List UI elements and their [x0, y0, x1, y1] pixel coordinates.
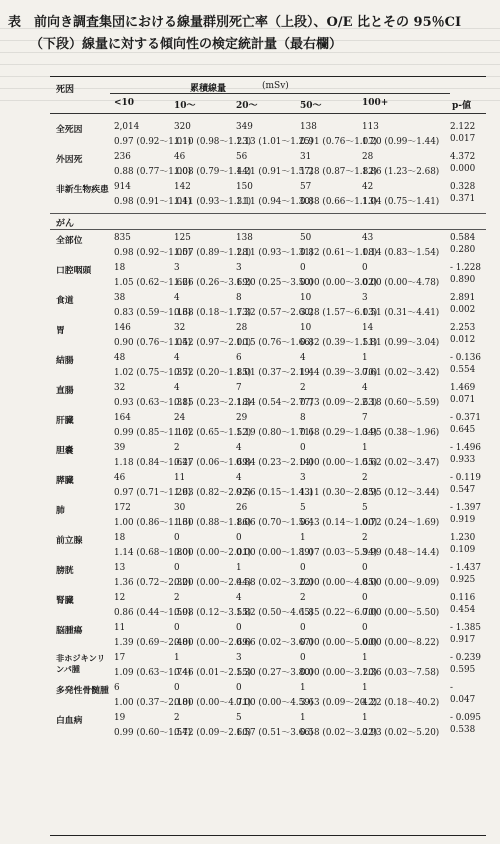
- mortality-count: 28: [362, 152, 374, 162]
- row-separator: [50, 213, 486, 214]
- oe-ratio-ci: 0.00 (0.00〜1.55): [300, 458, 378, 468]
- trend-p-value: 0.538: [450, 725, 476, 735]
- oe-ratio-ci: 1.05 (0.62〜1.66): [114, 278, 192, 288]
- row-cause-label: 腎臓: [56, 596, 74, 606]
- oe-ratio-ci: 1.30 (0.27〜3.80): [236, 668, 314, 678]
- mortality-count: 0: [362, 263, 368, 273]
- oe-ratio-ci: 1.11 (0.94〜1.30): [236, 197, 314, 207]
- trend-statistic: - 0.239: [450, 653, 481, 663]
- row-cause-label: 直腸: [56, 386, 74, 396]
- mortality-count: 0: [174, 533, 180, 543]
- trend-p-value: 0.595: [450, 665, 476, 675]
- trend-p-value: 0.371: [450, 194, 476, 204]
- trend-statistic: 0.116: [450, 593, 476, 603]
- row-cause-label: 外因死: [56, 155, 83, 165]
- trend-p-value: 0.109: [450, 545, 476, 555]
- mortality-count: 236: [114, 152, 131, 162]
- oe-ratio-ci: 1.30 (0.88〜1.86): [174, 518, 252, 528]
- oe-ratio-ci: 1.20 (0.99〜1.44): [362, 137, 440, 147]
- oe-ratio-ci: 3.28 (1.57〜6.03): [300, 308, 378, 318]
- table-row: [50, 412, 486, 437]
- mortality-count: 3: [236, 653, 242, 663]
- oe-ratio-ci: 0.00 (0.00〜8.22): [362, 638, 440, 648]
- mortality-count: 50: [300, 233, 312, 243]
- oe-ratio-ci: 1.18 (0.84〜1.62): [114, 458, 192, 468]
- trend-statistic: - 0.136: [450, 353, 481, 363]
- oe-ratio-ci: 1.21 (0.91〜1.57): [236, 167, 314, 177]
- header-cumulative-dose: 累積線量: [190, 84, 227, 94]
- mortality-count: 1: [362, 653, 368, 663]
- trend-statistic: - 0.095: [450, 713, 481, 723]
- oe-ratio-ci: 0.88 (0.66〜1.13): [300, 197, 378, 207]
- mortality-count: 4: [236, 593, 242, 603]
- mortality-count: 138: [300, 122, 317, 132]
- mortality-count: 4: [362, 383, 368, 393]
- table-row: [50, 232, 486, 257]
- mortality-count: 113: [362, 122, 379, 132]
- trend-p-value: 0.280: [450, 245, 476, 255]
- oe-ratio-ci: 0.88 (0.77〜1.00): [114, 167, 192, 177]
- mortality-count: 6: [236, 353, 242, 363]
- row-separator: [50, 229, 486, 230]
- trend-statistic: 4.372: [450, 152, 476, 162]
- table-row: [50, 472, 486, 497]
- mortality-count: 3: [300, 473, 306, 483]
- oe-ratio-ci: 1.02 (0.65〜1.52): [174, 428, 252, 438]
- oe-ratio-ci: 1.14 (0.83〜1.54): [362, 248, 440, 258]
- oe-ratio-ci: 0.68 (0.29〜1.34): [300, 428, 378, 438]
- table-header: [50, 77, 486, 114]
- table-row: [50, 712, 486, 737]
- table-row: [50, 262, 486, 287]
- row-cause-label: 口腔咽頭: [56, 266, 92, 276]
- mortality-count: 1: [300, 713, 306, 723]
- oe-ratio-ci: 1.51 (0.31〜4.41): [362, 308, 440, 318]
- row-cause-label: 胃: [56, 326, 65, 336]
- trend-p-value: 0.547: [450, 485, 476, 495]
- row-cause-label: 膵臓: [56, 476, 74, 486]
- oe-ratio-ci: 1.10 (0.98〜1.23): [174, 137, 252, 147]
- table-row: [50, 502, 486, 527]
- mortality-count: 4: [300, 353, 306, 363]
- mortality-count: 48: [114, 353, 126, 363]
- mortality-count: 164: [114, 413, 131, 423]
- oe-ratio-ci: 0.43 (0.14〜1.00): [300, 518, 378, 528]
- mortality-count: 2: [300, 383, 306, 393]
- mortality-count: 14: [362, 323, 374, 333]
- oe-ratio-ci: 1.32 (0.57〜2.60): [236, 308, 314, 318]
- mortality-count: 142: [174, 182, 191, 192]
- mortality-count: 2,014: [114, 122, 140, 132]
- table-row: [50, 322, 486, 347]
- oe-ratio-ci: 1.63 (0.82〜2.92): [174, 488, 252, 498]
- trend-statistic: - 1.437: [450, 563, 481, 573]
- oe-ratio-ci: 0.98 (0.12〜3.55): [174, 608, 252, 618]
- mortality-count: 5: [362, 503, 368, 513]
- mortality-count: 3: [174, 263, 180, 273]
- oe-ratio-ci: 1.44 (0.39〜3.70): [300, 368, 378, 378]
- trend-p-value: 0.645: [450, 425, 476, 435]
- mortality-count: 4: [236, 473, 242, 483]
- trend-statistic: - 0.119: [450, 473, 481, 483]
- oe-ratio-ci: 0.00 (0.00〜2.69): [174, 638, 252, 648]
- trend-statistic: - 0.371: [450, 413, 481, 423]
- oe-ratio-ci: 0.98 (0.91〜1.04): [114, 197, 192, 207]
- mortality-count: 0: [300, 623, 306, 633]
- trend-p-value: 0.925: [450, 575, 476, 585]
- trend-statistic: 1.469: [450, 383, 476, 393]
- table-row: [50, 382, 486, 407]
- trend-p-value: 0.002: [450, 305, 476, 315]
- oe-ratio-ci: 0.90 (0.76〜1.05): [114, 338, 192, 348]
- oe-ratio-ci: 0.47 (0.06〜1.69): [174, 458, 252, 468]
- oe-ratio-ci: 1.11 (0.93〜1.31): [236, 248, 314, 258]
- oe-ratio-ci: 1.14 (0.68〜1.80): [114, 548, 192, 558]
- trend-statistic: 0.584: [450, 233, 476, 243]
- mortality-count: 57: [300, 182, 312, 192]
- mortality-count: 835: [114, 233, 131, 243]
- oe-ratio-ci: 1.09 (0.63〜1.74): [114, 668, 192, 678]
- trend-statistic: - 1.496: [450, 443, 481, 453]
- table-row: [50, 352, 486, 377]
- table-row: [50, 682, 486, 707]
- row-cause-label: 多発性骨髄腫: [56, 686, 109, 696]
- mortality-count: 43: [362, 233, 374, 243]
- trend-statistic: 0.328: [450, 182, 476, 192]
- mortality-count: 1: [362, 353, 368, 363]
- row-cause-label: 非新生物疾患: [56, 185, 109, 195]
- oe-ratio-ci: 1.85 (0.22〜6.70): [300, 608, 378, 618]
- mortality-count: 2: [362, 473, 368, 483]
- mortality-count: 2: [174, 713, 180, 723]
- header-group-5: 100+: [362, 98, 389, 108]
- mortality-count: 17: [114, 653, 126, 663]
- trend-p-value: 0.047: [450, 695, 476, 705]
- header-group-1: <10: [114, 98, 135, 108]
- header-group-4: 50〜: [300, 101, 322, 111]
- table-row: [50, 592, 486, 617]
- mortality-count: 30: [174, 503, 186, 513]
- oe-ratio-ci: 0.84 (0.23〜2.14): [236, 458, 314, 468]
- oe-ratio-ci: 1.20 (0.25〜3.50): [236, 278, 314, 288]
- mortality-count: 10: [300, 323, 312, 333]
- mortality-count: 26: [236, 503, 248, 513]
- trend-p-value: 0.017: [450, 134, 476, 144]
- oe-ratio-ci: 0.66 (0.02〜3.67): [236, 638, 314, 648]
- mortality-count: 0: [174, 563, 180, 573]
- mortality-count: 0: [236, 623, 242, 633]
- trend-p-value: 0.000: [450, 164, 476, 174]
- header-span-rule: [110, 93, 450, 94]
- trend-p-value: 0.919: [450, 515, 476, 525]
- oe-ratio-ci: 1.82 (0.50〜4.65): [236, 608, 314, 618]
- mortality-count: 3: [236, 263, 242, 273]
- mortality-count: 2: [300, 593, 306, 603]
- row-cause-label: 肝臓: [56, 416, 74, 426]
- mortality-count: 8: [236, 293, 242, 303]
- header-unit: (mSv): [262, 81, 289, 91]
- oe-ratio-ci: 0.62 (0.02〜3.47): [362, 458, 440, 468]
- oe-ratio-ci: 1.08 (0.79〜1.44): [174, 167, 252, 177]
- mortality-count: 320: [174, 122, 191, 132]
- oe-ratio-ci: 0.85 (0.23〜2.18): [174, 398, 252, 408]
- mortality-count: 0: [300, 653, 306, 663]
- table-row: [50, 622, 486, 647]
- header-group-2: 10〜: [174, 101, 196, 111]
- oe-ratio-ci: 0.72 (0.20〜1.85): [174, 368, 252, 378]
- trend-p-value: 0.890: [450, 275, 476, 285]
- trend-p-value: 0.917: [450, 635, 476, 645]
- oe-ratio-ci: 1.57 (0.51〜3.66): [236, 728, 314, 738]
- mortality-count: 4: [174, 383, 180, 393]
- oe-ratio-ci: 0.72 (0.09〜2.60): [174, 728, 252, 738]
- oe-ratio-ci: 3.63 (0.09〜20.2): [300, 698, 378, 708]
- mortality-count: 0: [362, 623, 368, 633]
- row-cause-label: 膀胱: [56, 566, 74, 576]
- trend-statistic: 1.230: [450, 533, 476, 543]
- oe-ratio-ci: 1.81 (0.99〜3.04): [362, 338, 440, 348]
- trend-statistic: - 1.397: [450, 503, 481, 513]
- trend-statistic: - 1.228: [450, 263, 481, 273]
- mortality-count: 7: [236, 383, 242, 393]
- row-cause-label: 食道: [56, 296, 74, 306]
- oe-ratio-ci: 1.07 (0.03〜5.94): [300, 548, 378, 558]
- oe-ratio-ci: 0.00 (0.00〜2.01): [174, 548, 252, 558]
- mortality-count: 1: [362, 683, 368, 693]
- table-row: [50, 532, 486, 557]
- oe-ratio-ci: 1.26 (0.26〜3.69): [174, 278, 252, 288]
- mortality-table: [50, 76, 486, 836]
- mortality-count: 0: [300, 263, 306, 273]
- mortality-count: 46: [114, 473, 126, 483]
- mortality-count: 1: [362, 713, 368, 723]
- mortality-count: 4: [174, 293, 180, 303]
- oe-ratio-ci: 0.99 (0.60〜1.54): [114, 728, 192, 738]
- mortality-count: 42: [362, 182, 374, 192]
- mortality-count: 18: [114, 263, 126, 273]
- oe-ratio-ci: 1.86 (1.23〜2.68): [362, 167, 440, 177]
- mortality-count: 4: [236, 443, 242, 453]
- oe-ratio-ci: 1.19 (0.80〜1.71): [236, 428, 314, 438]
- row-cause-label: 結腸: [56, 356, 74, 366]
- mortality-count: 914: [114, 182, 131, 192]
- oe-ratio-ci: 0.83 (0.59〜1.13): [114, 308, 192, 318]
- header-cause: 死因: [56, 85, 75, 95]
- row-cause-label: 肺: [56, 506, 65, 516]
- mortality-count: 0: [362, 593, 368, 603]
- mortality-count: 29: [236, 413, 248, 423]
- oe-ratio-ci: 0.73 (0.09〜2.63): [300, 398, 378, 408]
- oe-ratio-ci: 0.46 (0.01〜2.55): [174, 668, 252, 678]
- mortality-count: 5: [300, 503, 306, 513]
- mortality-count: 1: [174, 653, 180, 663]
- oe-ratio-ci: 1.28 (0.87〜1.82): [300, 167, 378, 177]
- table-row: [50, 442, 486, 467]
- oe-ratio-ci: 0.99 (0.85〜1.16): [114, 428, 192, 438]
- oe-ratio-ci: 1.06 (0.70〜1.56): [236, 518, 314, 528]
- oe-ratio-ci: 0.00 (0.00〜1.89): [236, 548, 314, 558]
- oe-ratio-ci: 0.00 (0.00〜4.78): [362, 278, 440, 288]
- mortality-count: 32: [114, 383, 126, 393]
- table-row: [50, 121, 486, 146]
- mortality-count: 1: [300, 683, 306, 693]
- mortality-count: 6: [114, 683, 120, 693]
- table-row: [50, 652, 486, 677]
- mortality-count: 11: [174, 473, 186, 483]
- oe-ratio-ci: 0.72 (0.24〜1.69): [362, 518, 440, 528]
- table-row: [50, 181, 486, 206]
- mortality-count: 7: [362, 413, 368, 423]
- oe-ratio-ci: 1.36 (0.03〜7.58): [362, 668, 440, 678]
- row-cause-label: 前立腺: [56, 536, 83, 546]
- oe-ratio-ci: 1.13 (1.01〜1.25): [236, 137, 314, 147]
- trend-statistic: - 1.385: [450, 623, 481, 633]
- mortality-count: 46: [174, 152, 186, 162]
- oe-ratio-ci: 1.11 (0.30〜2.85): [300, 488, 378, 498]
- mortality-count: 13: [114, 563, 126, 573]
- oe-ratio-ci: 1.07 (0.89〜1.28): [174, 248, 252, 258]
- oe-ratio-ci: 0.00 (0.00〜2.44): [174, 578, 252, 588]
- trend-statistic: -: [450, 683, 453, 693]
- oe-ratio-ci: 1.00 (0.86〜1.16): [114, 518, 192, 528]
- oe-ratio-ci: 2.18 (0.60〜5.59): [362, 398, 440, 408]
- row-cause-label: 全死因: [56, 125, 83, 135]
- header-p-value: p-値: [452, 101, 472, 111]
- mortality-count: 1: [362, 443, 368, 453]
- mortality-count: 31: [300, 152, 312, 162]
- oe-ratio-ci: 0.82 (0.61〜1.08): [300, 248, 378, 258]
- mortality-count: 32: [174, 323, 186, 333]
- mortality-count: 12: [114, 593, 126, 603]
- header-group-3: 20〜: [236, 101, 258, 111]
- oe-ratio-ci: 3.99 (0.48〜14.4): [362, 548, 440, 558]
- oe-ratio-ci: 0.93 (0.02〜5.20): [362, 728, 440, 738]
- mortality-count: 11: [114, 623, 126, 633]
- mortality-count: 1: [300, 533, 306, 543]
- row-cause-label: 全部位: [56, 236, 83, 246]
- oe-ratio-ci: 1.02 (0.75〜1.35): [114, 368, 192, 378]
- trend-statistic: 2.253: [450, 323, 476, 333]
- mortality-count: 38: [114, 293, 126, 303]
- mortality-count: 138: [236, 233, 253, 243]
- row-cause-label: 胆嚢: [56, 446, 74, 456]
- table-title: [8, 12, 494, 56]
- oe-ratio-ci: 0.98 (0.92〜1.05): [114, 248, 192, 258]
- oe-ratio-ci: 1.39 (0.69〜2.48): [114, 638, 192, 648]
- mortality-count: 3: [362, 293, 368, 303]
- mortality-count: 2: [174, 593, 180, 603]
- oe-ratio-ci: 0.00 (0.00〜5.00): [300, 638, 378, 648]
- mortality-count: 0: [300, 563, 306, 573]
- trend-p-value: 0.554: [450, 365, 476, 375]
- oe-ratio-ci: 0.82 (0.39〜1.51): [300, 338, 378, 348]
- oe-ratio-ci: 0.00 (0.00〜4.85): [300, 578, 378, 588]
- category-cancer: がん: [56, 219, 75, 229]
- oe-ratio-ci: 1.36 (0.72〜2.32): [114, 578, 192, 588]
- table-row: [50, 292, 486, 317]
- mortality-count: 0: [362, 563, 368, 573]
- row-cause-label: 脳腫瘍: [56, 626, 83, 636]
- mortality-count: 150: [236, 182, 253, 192]
- trend-p-value: 0.454: [450, 605, 476, 615]
- oe-ratio-ci: 1.42 (0.97〜2.00): [174, 338, 252, 348]
- oe-ratio-ci: 0.97 (0.71〜1.29): [114, 488, 192, 498]
- oe-ratio-ci: 0.97 (0.92〜1.01): [114, 137, 192, 147]
- mortality-count: 125: [174, 233, 191, 243]
- oe-ratio-ci: 0.95 (0.12〜3.44): [362, 488, 440, 498]
- oe-ratio-ci: 0.68 (0.18〜1.73): [174, 308, 252, 318]
- mortality-count: 2: [174, 443, 180, 453]
- row-cause-label: 非ホジキンリンパ腫: [56, 653, 106, 674]
- title-line-2: （下段）線量に対する傾向性の検定統計量（最右欄）: [30, 37, 343, 52]
- mortality-count: 349: [236, 122, 253, 132]
- mortality-count: 56: [236, 152, 248, 162]
- mortality-count: 8: [300, 413, 306, 423]
- mortality-count: 24: [174, 413, 186, 423]
- oe-ratio-ci: 0.91 (0.76〜1.07): [300, 137, 378, 147]
- oe-ratio-ci: 1.01 (0.37〜2.19): [236, 368, 314, 378]
- mortality-count: 4: [174, 353, 180, 363]
- oe-ratio-ci: 0.86 (0.44〜1.50): [114, 608, 192, 618]
- trend-p-value: 0.071: [450, 395, 476, 405]
- oe-ratio-ci: 0.58 (0.02〜3.22): [300, 728, 378, 738]
- oe-ratio-ci: 4.22 (0.18〜40.2): [362, 698, 440, 708]
- mortality-count: 2: [362, 533, 368, 543]
- trend-statistic: 2.122: [450, 122, 476, 132]
- mortality-count: 0: [236, 683, 242, 693]
- trend-statistic: 2.891: [450, 293, 476, 303]
- mortality-count: 28: [236, 323, 248, 333]
- mortality-count: 39: [114, 443, 126, 453]
- oe-ratio-ci: 0.00 (0.00〜3.20): [300, 668, 378, 678]
- oe-ratio-ci: 1.04 (0.75〜1.41): [362, 197, 440, 207]
- oe-ratio-ci: 0.00 (0.00〜3.02): [300, 278, 378, 288]
- oe-ratio-ci: 0.00 (0.00〜5.50): [362, 608, 440, 618]
- oe-ratio-ci: 0.95 (0.38〜1.96): [362, 428, 440, 438]
- mortality-count: 10: [300, 293, 312, 303]
- mortality-count: 1: [236, 563, 242, 573]
- mortality-count: 0: [174, 623, 180, 633]
- row-cause-label: 白血病: [56, 716, 83, 726]
- trend-p-value: 0.012: [450, 335, 476, 345]
- oe-ratio-ci: 0.56 (0.15〜1.43): [236, 488, 314, 498]
- table-row: [50, 151, 486, 176]
- mortality-count: 0: [174, 683, 180, 693]
- oe-ratio-ci: 0.61 (0.02〜3.42): [362, 368, 440, 378]
- title-line-1: 表 前向き調査集団における線量群別死亡率（上段）、O/E 比とその 95％CI: [8, 15, 462, 30]
- oe-ratio-ci: 0.00 (0.00〜9.09): [362, 578, 440, 588]
- mortality-count: 19: [114, 713, 126, 723]
- mortality-count: 5: [236, 713, 242, 723]
- oe-ratio-ci: 1.34 (0.54〜2.77): [236, 398, 314, 408]
- oe-ratio-ci: 0.93 (0.63〜1.31): [114, 398, 192, 408]
- mortality-count: 0: [236, 533, 242, 543]
- mortality-count: 146: [114, 323, 131, 333]
- oe-ratio-ci: 1.15 (0.76〜1.66): [236, 338, 314, 348]
- table-row: [50, 562, 486, 587]
- mortality-count: 172: [114, 503, 131, 513]
- mortality-count: 0: [300, 443, 306, 453]
- trend-p-value: 0.933: [450, 455, 476, 465]
- oe-ratio-ci: 0.58 (0.02〜3.22): [236, 578, 314, 588]
- oe-ratio-ci: 1.11 (0.93〜1.31): [174, 197, 252, 207]
- oe-ratio-ci: 1.00 (0.37〜2.18): [114, 698, 192, 708]
- mortality-count: 18: [114, 533, 126, 543]
- oe-ratio-ci: 0.00 (0.00〜4.71): [174, 698, 252, 708]
- oe-ratio-ci: 0.00 (0.00〜4.59): [236, 698, 314, 708]
